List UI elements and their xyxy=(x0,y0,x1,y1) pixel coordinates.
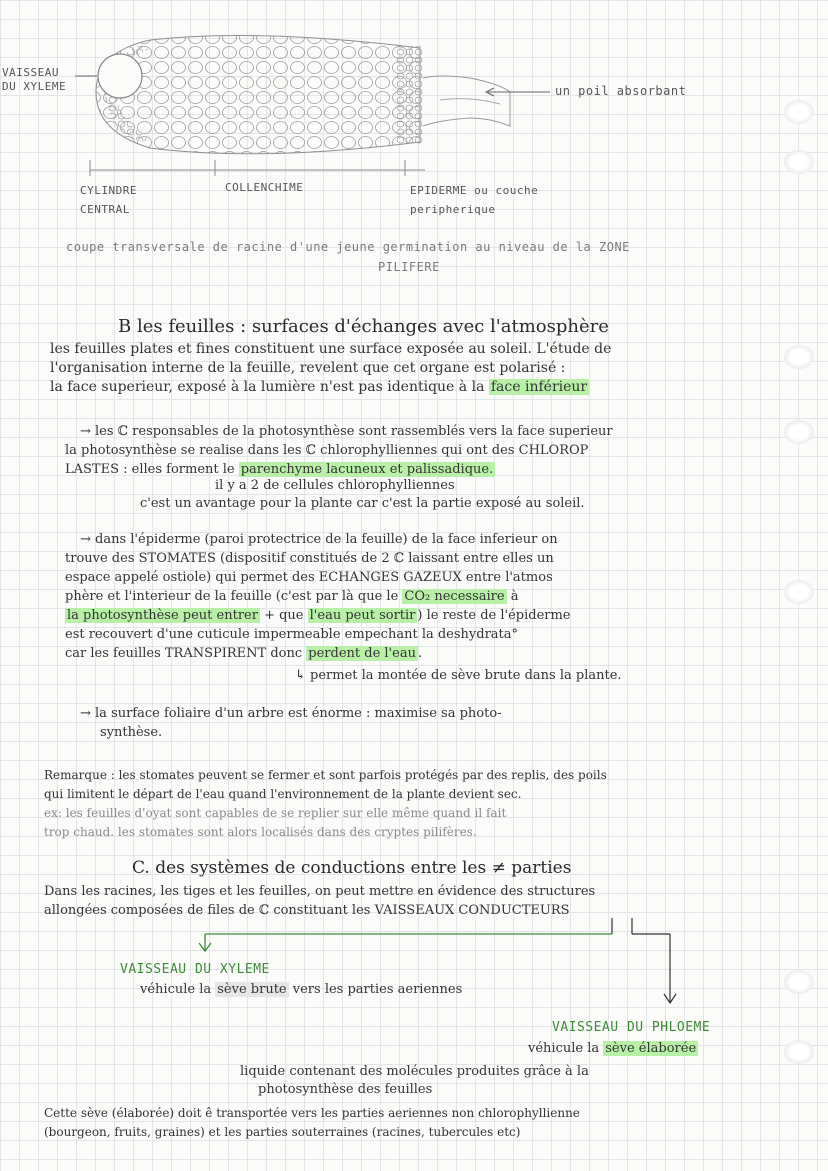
highlight: perdent de l'eau xyxy=(308,646,416,661)
text-line: ex: les feuilles d'oyat sont capables de se replier sur elle même quand il fait xyxy=(44,806,507,820)
text-line: est recouvert d'une cuticule impermeable empechant la deshydrata° xyxy=(65,627,519,642)
highlight: CO₂ necessaire xyxy=(404,589,505,604)
xylem-description: véhicule la sève brute vers les parties aeriennes xyxy=(140,982,463,997)
text-line: l'organisation interne de la feuille, revelent que cet organe est polarisé : xyxy=(50,360,566,376)
text-line: phère et l'interieur de la feuille (c'est par là que le CO₂ necessaire à xyxy=(65,589,519,604)
text-line: Dans les racines, les tiges et les feuilles, on peut mettre en évidence des structures xyxy=(44,884,596,899)
text-line: Remarque : les stomates peuvent se fermer et sont parfois protégés par des replis, des poils xyxy=(44,768,607,782)
label-epiderme: EPIDERME ou couche peripherique xyxy=(410,184,539,216)
text-line: → dans l'épiderme (paroi protectrice de la feuille) de la face inferieur on xyxy=(80,532,558,547)
label-poil-absorbant: un poil absorbant xyxy=(555,84,687,98)
highlight: parenchyme lacuneux et palissadique. xyxy=(240,462,494,477)
label-collenchime: COLLENCHIME xyxy=(225,181,304,194)
text-line: liquide contenant des molécules produites grâce à la xyxy=(240,1064,589,1079)
text-line: → les ℂ responsables de la photosynthèse sont rassemblés vers la face superieur xyxy=(80,424,613,439)
text-line: car les feuilles TRANSPIRENT donc perdent de l'eau . xyxy=(65,646,423,661)
section-b-title: B les feuilles : surfaces d'échanges avec l'atmosphère xyxy=(118,316,609,337)
xylem-title: VAISSEAU DU XYLEME xyxy=(120,962,270,977)
text-line: → la surface foliaire d'un arbre est énorme : maximise sa photo- xyxy=(80,706,502,721)
highlight: sève élaborée xyxy=(605,1041,697,1056)
diagram-caption: coupe transversale de racine d'une jeune germination au niveau de la ZONE xyxy=(66,240,630,254)
text-line: qui limitent le départ de l'eau quand l'environnement de la plante devient sec. xyxy=(44,787,522,801)
text-line: photosynthèse des feuilles xyxy=(258,1082,433,1097)
label-vaisseau-xyleme: VAISSEAU DU XYLEME xyxy=(2,66,67,93)
text-line: la photosynthèse se realise dans les ℂ chlorophylliennes qui ont des CHLOROP xyxy=(65,443,589,458)
text-line: LASTES : elles forment le parenchyme lacuneux et palissadique. xyxy=(65,462,494,477)
text-line: il y a 2 de cellules chlorophylliennes xyxy=(215,478,455,493)
text-line: la face superieur, exposé à la lumière n'est pas identique à la face inférieur xyxy=(50,379,588,395)
text-line: espace appelé ostiole) qui permet des ECHANGES GAZEUX entre l'atmos xyxy=(65,570,553,585)
text-line: synthèse. xyxy=(100,725,163,740)
text-line: les feuilles plates et fines constituent une surface exposée au soleil. L'étude de xyxy=(50,341,612,357)
highlight: sève brute xyxy=(217,982,287,997)
text-line: la photosynthèse peut entrer + que l'eau peut sortir ) le reste de l'épiderme xyxy=(67,608,571,623)
text-line: ↳ permet la montée de sève brute dans la plante. xyxy=(295,668,622,683)
section-c-title: C. des systèmes de conductions entre les ≠ parties xyxy=(132,858,572,878)
text-line: trouve des STOMATES (dispositif constitués de 2 ℂ laissant entre elles un xyxy=(65,551,554,566)
phloem-description: véhicule la sève élaborée xyxy=(528,1041,697,1056)
text-line: trop chaud. les stomates sont alors localisés dans des cryptes pilifères. xyxy=(44,825,477,839)
diagram-caption-2: PILIFERE xyxy=(378,260,440,274)
highlight: l'eau peut sortir xyxy=(309,608,416,623)
text-line: allongées composées de files de ℂ constituant les VAISSEAUX CONDUCTEURS xyxy=(44,903,570,918)
label-cylindre-central: CYLINDRE CENTRAL xyxy=(80,184,137,216)
text-line: (bourgeon, fruits, graines) et les parties souterraines (racines, tubercules etc) xyxy=(44,1125,521,1139)
text-line: Cette sève (élaborée) doit ê transportée vers les parties aeriennes non chlorophyllienne xyxy=(44,1106,580,1120)
highlight: la photosynthèse peut entrer xyxy=(67,608,258,623)
phloem-title: VAISSEAU DU PHLOEME xyxy=(552,1020,711,1035)
text-line: c'est un avantage pour la plante car c'est la partie exposé au soleil. xyxy=(140,496,585,511)
highlight: face inférieur xyxy=(490,379,588,395)
